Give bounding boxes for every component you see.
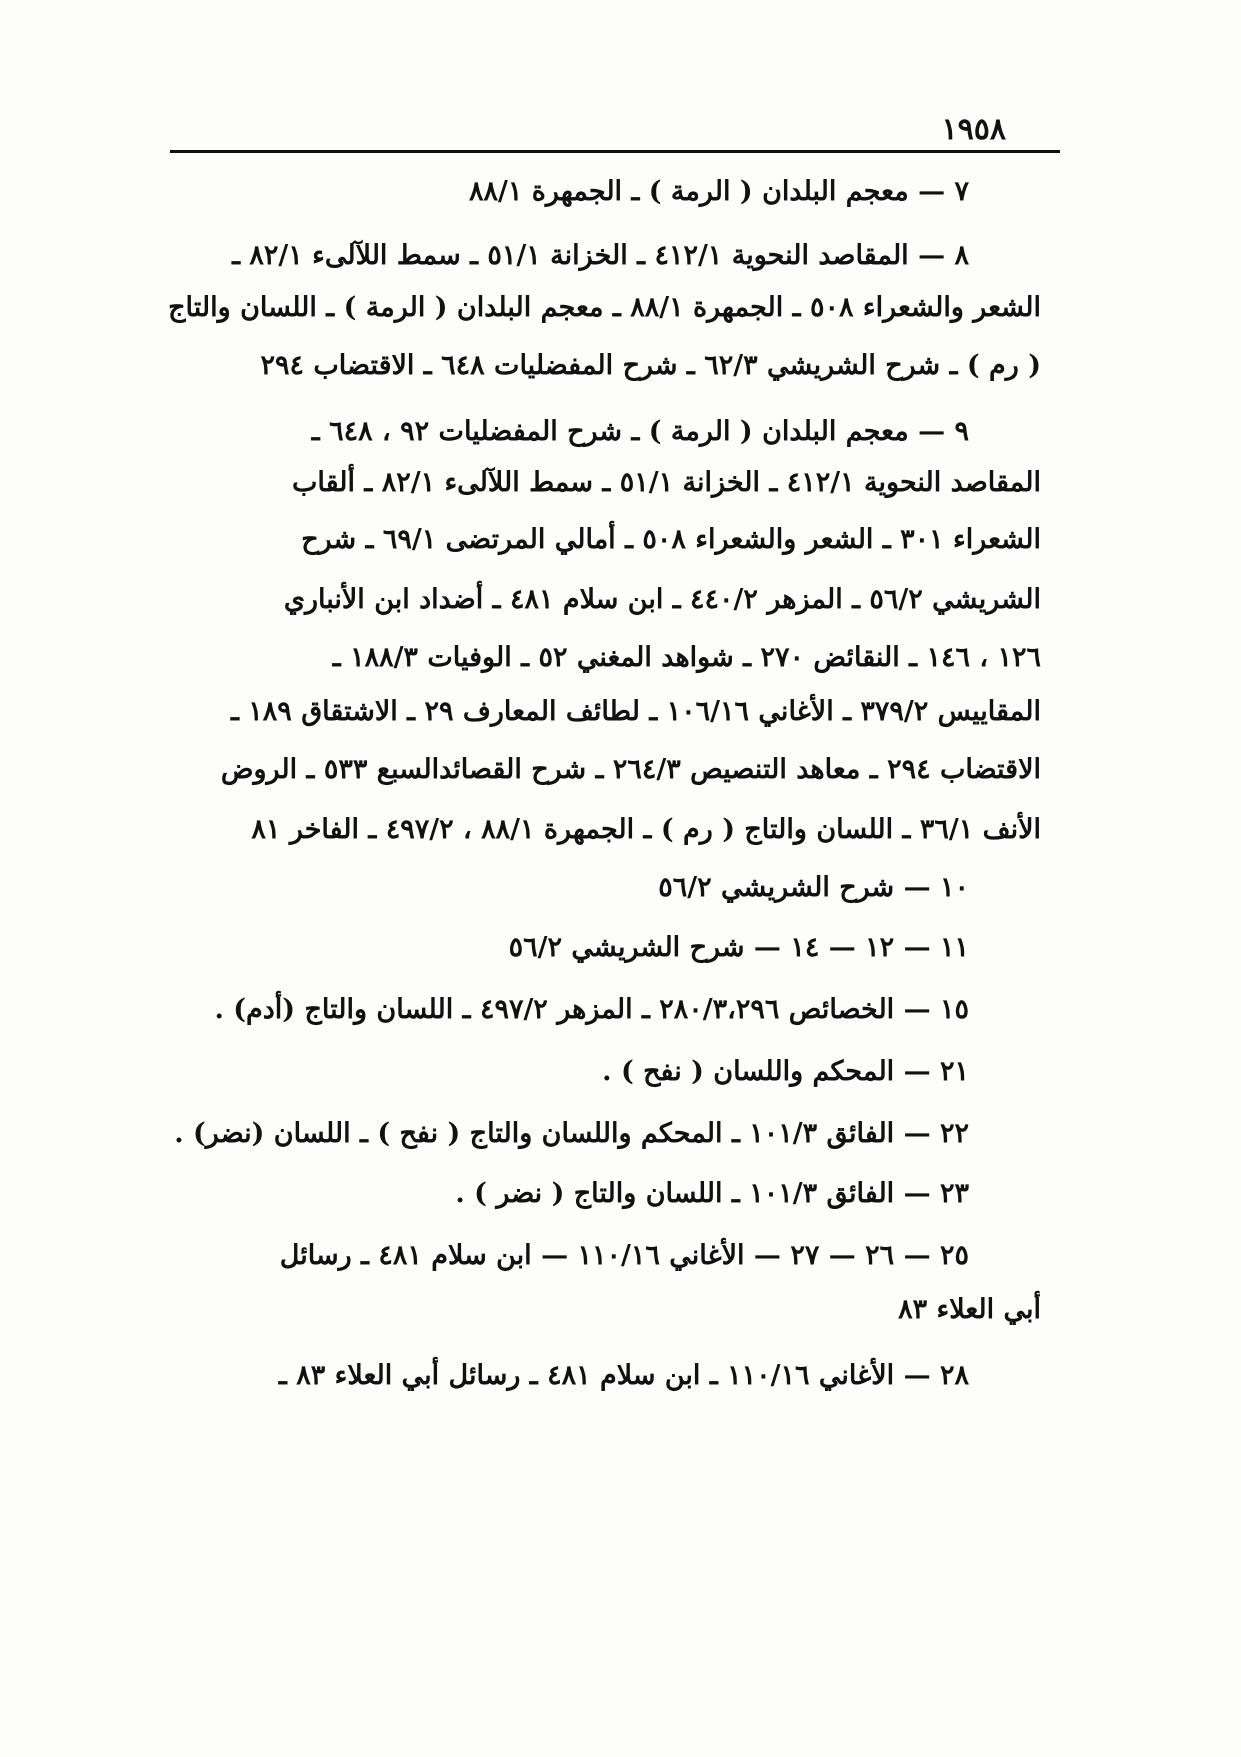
text-line-8: الشريشي ٥٦/٢ ـ المزهر ٤٤٠/٢ ـ ابن سلام ٤٨١ ـ أضداد ابن الأنباري xyxy=(283,584,1041,615)
text-line-3: الشعر والشعراء ٥٠٨ ـ الجمهرة ٨٨/١ ـ معجم البلدان ( الرمة ) ـ اللسان والتاج xyxy=(168,292,1041,323)
text-line-17: ٢٢ — الفائق ١٠١/٣ ـ المحكم واللسان والتاج ( نفح ) ـ اللسان (نضر) . xyxy=(174,1118,969,1149)
text-line-5: ٩ — معجم البلدان ( الرمة ) ـ شرح المفضليات ٩٢ ، ٦٤٨ ـ xyxy=(311,416,969,447)
text-line-18: ٢٣ — الفائق ١٠١/٣ ـ اللسان والتاج ( نضر ) . xyxy=(455,1178,969,1209)
text-line-21: ٢٨ — الأغاني ١١٠/١٦ ـ ابن سلام ٤٨١ ـ رسائل أبي العلاء ٨٣ ـ xyxy=(278,1360,969,1391)
text-line-2: ٨ — المقاصد النحوية ٤١٢/١ ـ الخزانة ٥١/١ ـ سمط اللآلىء ٨٢/١ ـ xyxy=(232,240,969,271)
text-line-20: أبي العلاء ٨٣ xyxy=(898,1294,1041,1325)
text-line-15: ١٥ — الخصائص ٢٨٠/٣،٢٩٦ ـ المزهر ٤٩٧/٢ ـ اللسان والتاج (أدم) . xyxy=(214,994,969,1025)
text-line-19: ٢٥ — ٢٦ — ٢٧ — الأغاني ١١٠/١٦ — ابن سلام ٤٨١ ـ رسائل xyxy=(279,1240,969,1271)
text-line-7: الشعراء ٣٠١ ـ الشعر والشعراء ٥٠٨ ـ أمالي المرتضى ٦٩/١ ـ شرح xyxy=(301,524,1041,555)
text-line-12: الأنف ٣٦/١ ـ اللسان والتاج ( رم ) ـ الجمهرة ٨٨/١ ، ٤٩٧/٢ ـ الفاخر ٨١ xyxy=(251,814,1041,845)
header-rule xyxy=(170,150,1060,153)
text-line-10: المقاييس ٣٧٩/٢ ـ الأغاني ١٠٦/١٦ ـ لطائف المعارف ٢٩ ـ الاشتقاق ١٨٩ ـ xyxy=(230,696,1041,727)
page-number: ١٩٥٨ xyxy=(941,112,1006,147)
text-line-13: ١٠ — شرح الشريشي ٥٦/٢ xyxy=(658,872,969,903)
text-line-4: ( رم ) ـ شرح الشريشي ٦٢/٣ ـ شرح المفضليات ٦٤٨ ـ الاقتضاب ٢٩٤ xyxy=(260,350,1041,381)
text-line-9: ١٢٦ ، ١٤٦ ـ النقائض ٢٧٠ ـ شواهد المغني ٥٢ ـ الوفيات ١٨٨/٣ ـ xyxy=(332,642,1041,673)
text-line-16: ٢١ — المحكم واللسان ( نفح ) . xyxy=(602,1056,969,1087)
text-line-6: المقاصد النحوية ٤١٢/١ ـ الخزانة ٥١/١ ـ سمط اللآلىء ٨٢/١ ـ ألقاب xyxy=(291,467,1041,498)
text-line-1: ٧ — معجم البلدان ( الرمة ) ـ الجمهرة ٨٨/١ xyxy=(469,176,969,207)
text-line-11: الاقتضاب ٢٩٤ ـ معاهد التنصيص ٢٦٤/٣ ـ شرح القصائدالسبع ٥٣٣ ـ الروض xyxy=(220,754,1041,785)
text-line-14: ١١ — ١٢ — ١٤ — شرح الشريشي ٥٦/٢ xyxy=(508,932,969,963)
